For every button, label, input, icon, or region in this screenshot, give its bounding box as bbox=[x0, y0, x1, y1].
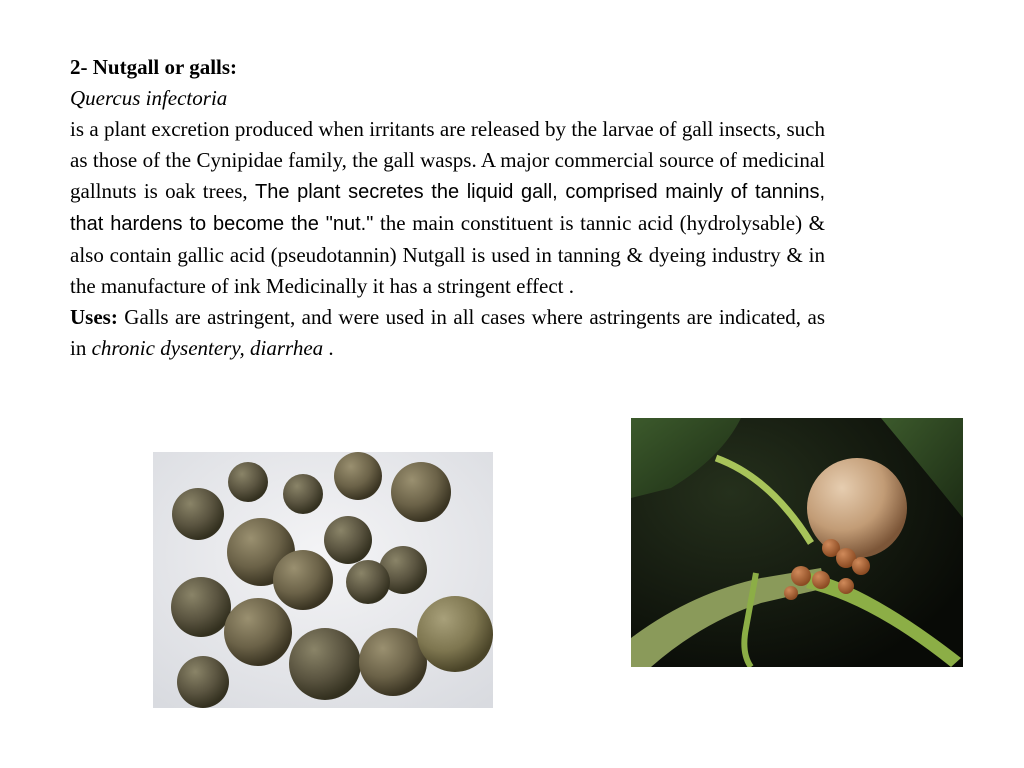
description-part-2: The plant secretes the liquid gall, comprised mainly of tannins, that hardens to become the "nut." bbox=[70, 181, 826, 235]
description-part-1: is a plant excretion produced when irritants are released by the larvae of gall insects, such as those of the Cynipidae family, the gall wasps. A major commercial source of medicinal gallnuts is oak trees, bbox=[70, 117, 825, 203]
uses-italic: chronic dysentery, diarrhea bbox=[91, 336, 324, 360]
species-name: Quercus infectoria bbox=[70, 86, 228, 110]
uses-paragraph bbox=[70, 302, 825, 364]
description-paragraph bbox=[70, 114, 825, 302]
slide-text bbox=[70, 52, 825, 364]
description-part-3: the main constituent is tannic acid (hydrolysable) & also contain gallic acid (pseudotannin) Nutgall is used in tanning & dyeing industry & in the manufacture of ink Medicinally it has a stringent effect . bbox=[70, 211, 825, 298]
heading: 2- Nutgall or galls: bbox=[70, 55, 238, 79]
uses-label: Uses: bbox=[70, 305, 118, 329]
uses-text: Galls are astringent, and were used in all cases where astringents are indicated, as in bbox=[70, 305, 825, 360]
dried-nutgalls-photo bbox=[153, 452, 493, 708]
uses-end: . bbox=[323, 336, 334, 360]
oak-gall-on-branch-photo bbox=[631, 418, 963, 667]
